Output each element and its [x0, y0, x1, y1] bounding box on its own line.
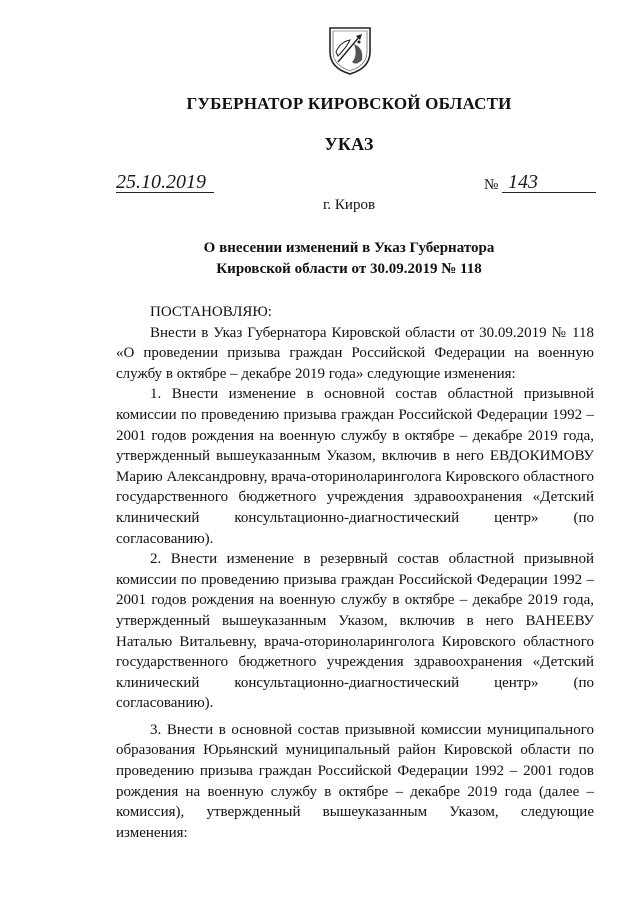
intro-paragraph: Внести в Указ Губернатора Кировской области от 30.09.2019 № 118 «О проведении призыва граждан Российской Федерации на военную службу в октябре – декабре 2019 года» следующие изменения: [116, 324, 594, 382]
document-type: УКАЗ [324, 134, 374, 154]
number-label: № [484, 177, 499, 193]
subject-line-2: Кировской области от 30.09.2019 № 118 [216, 261, 482, 277]
document-date: 25.10.2019 [116, 172, 214, 193]
subject-line-1: О внесении изменений в Указ Губернатора [203, 240, 495, 256]
item-1-paragraph: 1. Внести изменение в основной состав областной призывной комиссии по проведению призыва граждан Российской Федерации 1992 – 2001 годов рождения на военную службу в октябре – декабре 2019 года, утвержденный вышеуказанным Указом, включив в него ЕВДОКИМОВУ Марию Александровну, врача-оториноларинголога Кировского областного государственного бюджетного учреждения здравоохранения «Детский клинический консультационно-диагностический центр» (по согласованию). [116, 386, 594, 547]
document-body [116, 302, 594, 843]
coat-of-arms-icon [326, 22, 374, 76]
document-number: 143 [502, 172, 596, 193]
city: г. Киров [322, 197, 376, 213]
issuing-authority: ГУБЕРНАТОР КИРОВСКОЙ ОБЛАСТИ [186, 94, 512, 113]
item-2-paragraph: 2. Внести изменение в резервный состав областной призывной комиссии по проведению призыва граждан Российской Федерации 1992 – 2001 годов рождения на военную службу в октябре – декабре 2019 года, утвержденный вышеуказанным Указом, включив в него ВАНЕЕВУ Наталью Витальевну, врача-оториноларинголога Кировского областного государственного бюджетного учреждения здравоохранения «Детский клинический консультационно-диагностический центр» (по согласованию). [116, 551, 594, 712]
item-3-paragraph: 3. Внести в основной состав призывной комиссии муниципального образования Юрьянский муниципальный район Кировской области по проведению призыва граждан Российской Федерации 1992 – 2001 годов рождения на военную службу в октябре – декабре 2019 года (далее – комиссия), утвержденный вышеуказанным Указом, следующие изменения: [116, 721, 594, 841]
resolve-heading: ПОСТАНОВЛЯЮ: [150, 304, 272, 320]
